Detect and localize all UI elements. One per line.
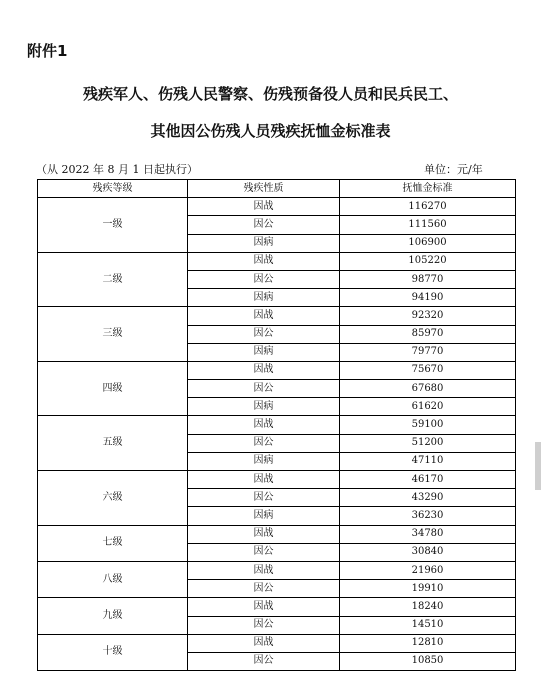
nature-cell: 因战 bbox=[188, 416, 340, 434]
amount-cell: 10850 bbox=[340, 652, 516, 670]
table-row bbox=[38, 561, 516, 579]
nature-cell: 因公 bbox=[188, 616, 340, 634]
amount-cell: 51200 bbox=[340, 434, 516, 452]
grade-cell: 一级 bbox=[38, 198, 188, 253]
table-row bbox=[38, 525, 516, 543]
amount-cell: 30840 bbox=[340, 543, 516, 561]
nature-cell: 因病 bbox=[188, 507, 340, 525]
grade-cell: 三级 bbox=[38, 307, 188, 362]
table-row bbox=[38, 598, 516, 616]
amount-cell: 14510 bbox=[340, 616, 516, 634]
amount-cell: 75670 bbox=[340, 361, 516, 379]
amount-cell: 98770 bbox=[340, 270, 516, 288]
nature-cell: 因战 bbox=[188, 561, 340, 579]
amount-cell: 59100 bbox=[340, 416, 516, 434]
amount-cell: 116270 bbox=[340, 198, 516, 216]
header-amount: 抚恤金标准 bbox=[340, 180, 516, 198]
unit-note: 单位：元/年 bbox=[424, 163, 483, 176]
nature-cell: 因公 bbox=[188, 216, 340, 234]
pension-standard-table bbox=[37, 179, 516, 671]
attachment-label: 附件1 bbox=[27, 42, 68, 60]
table-body bbox=[38, 198, 516, 671]
table-row bbox=[38, 361, 516, 379]
document-title-line-2: 其他因公伤残人员残疾抚恤金标准表 bbox=[150, 122, 391, 140]
nature-cell: 因病 bbox=[188, 289, 340, 307]
nature-cell: 因病 bbox=[188, 452, 340, 470]
nature-cell: 因病 bbox=[188, 343, 340, 361]
amount-cell: 43290 bbox=[340, 489, 516, 507]
nature-cell: 因战 bbox=[188, 598, 340, 616]
nature-cell: 因公 bbox=[188, 270, 340, 288]
amount-cell: 67680 bbox=[340, 380, 516, 398]
nature-cell: 因公 bbox=[188, 580, 340, 598]
nature-cell: 因病 bbox=[188, 234, 340, 252]
grade-cell: 五级 bbox=[38, 416, 188, 471]
grade-cell: 九级 bbox=[38, 598, 188, 634]
nature-cell: 因公 bbox=[188, 543, 340, 561]
amount-cell: 85970 bbox=[340, 325, 516, 343]
table-row bbox=[38, 307, 516, 325]
grade-cell: 七级 bbox=[38, 525, 188, 561]
amount-cell: 92320 bbox=[340, 307, 516, 325]
grade-cell: 六级 bbox=[38, 471, 188, 526]
nature-cell: 因病 bbox=[188, 398, 340, 416]
amount-cell: 34780 bbox=[340, 525, 516, 543]
amount-cell: 61620 bbox=[340, 398, 516, 416]
table-row bbox=[38, 471, 516, 489]
nature-cell: 因战 bbox=[188, 525, 340, 543]
nature-cell: 因战 bbox=[188, 634, 340, 652]
table-row bbox=[38, 416, 516, 434]
amount-cell: 94190 bbox=[340, 289, 516, 307]
nature-cell: 因战 bbox=[188, 361, 340, 379]
table-row bbox=[38, 198, 516, 216]
nature-cell: 因战 bbox=[188, 307, 340, 325]
nature-cell: 因战 bbox=[188, 198, 340, 216]
amount-cell: 18240 bbox=[340, 598, 516, 616]
amount-cell: 111560 bbox=[340, 216, 516, 234]
nature-cell: 因公 bbox=[188, 380, 340, 398]
scrollbar-thumb[interactable] bbox=[535, 442, 541, 490]
grade-cell: 四级 bbox=[38, 361, 188, 416]
amount-cell: 79770 bbox=[340, 343, 516, 361]
effective-date-note: （从 2022 年 8 月 1 日起执行） bbox=[36, 163, 198, 176]
table-header-row bbox=[38, 180, 516, 198]
grade-cell: 八级 bbox=[38, 561, 188, 597]
grade-cell: 二级 bbox=[38, 252, 188, 307]
amount-cell: 21960 bbox=[340, 561, 516, 579]
amount-cell: 105220 bbox=[340, 252, 516, 270]
amount-cell: 36230 bbox=[340, 507, 516, 525]
nature-cell: 因公 bbox=[188, 325, 340, 343]
nature-cell: 因公 bbox=[188, 489, 340, 507]
grade-cell: 十级 bbox=[38, 634, 188, 670]
document-title-line-1: 残疾军人、伤残人民警察、伤残预备役人员和民兵民工、 bbox=[82, 85, 458, 103]
table-row bbox=[38, 634, 516, 652]
nature-cell: 因公 bbox=[188, 652, 340, 670]
nature-cell: 因战 bbox=[188, 471, 340, 489]
table-row bbox=[38, 252, 516, 270]
amount-cell: 106900 bbox=[340, 234, 516, 252]
amount-cell: 12810 bbox=[340, 634, 516, 652]
amount-cell: 46170 bbox=[340, 471, 516, 489]
header-grade: 残疾等级 bbox=[38, 180, 188, 198]
header-nature: 残疾性质 bbox=[188, 180, 340, 198]
nature-cell: 因公 bbox=[188, 434, 340, 452]
amount-cell: 19910 bbox=[340, 580, 516, 598]
amount-cell: 47110 bbox=[340, 452, 516, 470]
nature-cell: 因战 bbox=[188, 252, 340, 270]
